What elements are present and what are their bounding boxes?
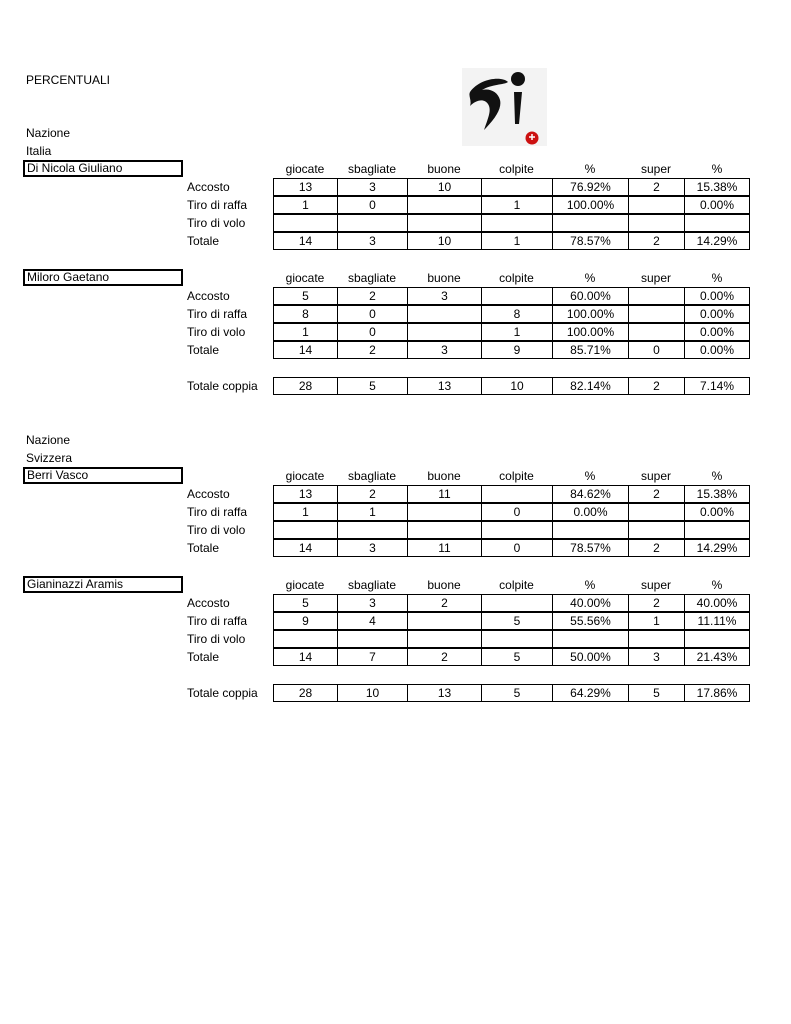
table-cell: 1 <box>481 232 553 250</box>
table-cell <box>552 214 629 232</box>
couple-total-cell: 28 <box>273 377 338 395</box>
row-label: Tiro di volo <box>187 523 246 537</box>
table-cell <box>481 214 553 232</box>
table-cell <box>684 630 750 648</box>
table-cell: 3 <box>337 539 408 557</box>
table-cell: 2 <box>337 341 408 359</box>
couple-total-label: Totale coppia <box>187 686 258 700</box>
table-cell: 3 <box>628 648 685 666</box>
couple-total-cell: 64.29% <box>552 684 629 702</box>
table-cell <box>407 196 482 214</box>
table-cell <box>481 485 553 503</box>
column-header: sbagliate <box>347 578 397 592</box>
table-cell: 1 <box>481 196 553 214</box>
column-header: colpite <box>499 271 534 285</box>
table-cell <box>407 612 482 630</box>
table-cell <box>273 630 338 648</box>
table-cell: 2 <box>337 485 408 503</box>
column-header: % <box>711 469 723 483</box>
table-cell: 15.38% <box>684 485 750 503</box>
couple-total-cell: 5 <box>337 377 408 395</box>
row-label: Totale <box>187 650 220 664</box>
table-cell: 2 <box>628 178 685 196</box>
column-header: super <box>640 469 672 483</box>
column-header: buone <box>427 162 461 176</box>
table-cell <box>552 521 629 539</box>
row-label: Tiro di raffa <box>187 614 248 628</box>
table-cell: 2 <box>628 594 685 612</box>
column-header: giocate <box>285 469 325 483</box>
table-cell: 100.00% <box>552 305 629 323</box>
table-cell <box>273 521 338 539</box>
table-cell: 84.62% <box>552 485 629 503</box>
table-cell: 1 <box>481 323 553 341</box>
table-cell: 8 <box>273 305 338 323</box>
column-header: giocate <box>285 578 325 592</box>
table-cell: 9 <box>273 612 338 630</box>
table-cell <box>628 305 685 323</box>
table-cell: 10 <box>407 232 482 250</box>
table-cell: 7 <box>337 648 408 666</box>
couple-total-cell: 10 <box>337 684 408 702</box>
table-cell <box>628 521 685 539</box>
table-cell: 3 <box>337 178 408 196</box>
column-header: % <box>584 469 596 483</box>
table-cell: 50.00% <box>552 648 629 666</box>
player-name: Di Nicola Giuliano <box>23 160 183 177</box>
couple-total-cell: 5 <box>481 684 553 702</box>
table-cell: 4 <box>337 612 408 630</box>
table-cell: 11 <box>407 485 482 503</box>
column-header: buone <box>427 578 461 592</box>
player-name: Berri Vasco <box>23 467 183 484</box>
table-cell: 5 <box>481 648 553 666</box>
table-cell: 55.56% <box>552 612 629 630</box>
table-cell: 0.00% <box>552 503 629 521</box>
couple-total-label: Totale coppia <box>187 379 258 393</box>
column-header: % <box>584 578 596 592</box>
table-cell: 3 <box>407 287 482 305</box>
table-cell <box>481 178 553 196</box>
table-cell: 10 <box>407 178 482 196</box>
table-cell: 5 <box>481 612 553 630</box>
table-cell: 21.43% <box>684 648 750 666</box>
table-cell: 11.11% <box>684 612 750 630</box>
table-cell: 60.00% <box>552 287 629 305</box>
column-header: % <box>711 578 723 592</box>
table-cell <box>337 521 408 539</box>
couple-total-cell: 2 <box>628 377 685 395</box>
column-header: buone <box>427 469 461 483</box>
table-cell <box>684 521 750 539</box>
table-cell: 1 <box>273 323 338 341</box>
table-cell: 1 <box>273 503 338 521</box>
couple-total-cell: 13 <box>407 684 482 702</box>
column-header: buone <box>427 271 461 285</box>
table-cell <box>628 214 685 232</box>
table-cell: 78.57% <box>552 232 629 250</box>
table-cell: 14.29% <box>684 539 750 557</box>
table-cell <box>407 305 482 323</box>
nation-label: Nazione <box>26 126 71 140</box>
row-label: Tiro di volo <box>187 325 246 339</box>
column-header: super <box>640 162 672 176</box>
table-cell: 3 <box>337 594 408 612</box>
table-cell: 100.00% <box>552 323 629 341</box>
table-cell: 1 <box>628 612 685 630</box>
table-cell <box>273 214 338 232</box>
table-cell: 1 <box>273 196 338 214</box>
column-header: % <box>584 271 596 285</box>
table-cell: 100.00% <box>552 196 629 214</box>
table-cell: 0 <box>481 503 553 521</box>
table-cell: 14 <box>273 232 338 250</box>
table-cell: 0.00% <box>684 341 750 359</box>
table-cell: 11 <box>407 539 482 557</box>
table-cell: 13 <box>273 178 338 196</box>
column-header: sbagliate <box>347 162 397 176</box>
couple-total-cell: 17.86% <box>684 684 750 702</box>
table-cell: 40.00% <box>684 594 750 612</box>
table-cell <box>407 214 482 232</box>
table-cell <box>407 503 482 521</box>
table-cell <box>481 630 553 648</box>
table-cell: 2 <box>407 594 482 612</box>
table-cell: 40.00% <box>552 594 629 612</box>
table-cell: 3 <box>407 341 482 359</box>
table-cell: 0 <box>481 539 553 557</box>
table-cell: 14.29% <box>684 232 750 250</box>
table-cell: 9 <box>481 341 553 359</box>
column-header: % <box>711 162 723 176</box>
table-cell: 8 <box>481 305 553 323</box>
table-cell: 14 <box>273 539 338 557</box>
column-header: super <box>640 271 672 285</box>
table-cell: 0 <box>337 305 408 323</box>
couple-total-cell: 7.14% <box>684 377 750 395</box>
column-header: colpite <box>499 578 534 592</box>
column-header: giocate <box>285 271 325 285</box>
table-cell: 0.00% <box>684 305 750 323</box>
column-header: colpite <box>499 469 534 483</box>
table-cell: 2 <box>337 287 408 305</box>
table-cell: 2 <box>628 485 685 503</box>
row-label: Tiro di volo <box>187 632 246 646</box>
bocce-player-logo-icon <box>462 68 547 146</box>
row-label: Totale <box>187 541 220 555</box>
couple-total-cell: 13 <box>407 377 482 395</box>
table-cell: 2 <box>628 232 685 250</box>
row-label: Accosto <box>187 180 230 194</box>
row-label: Totale <box>187 343 220 357</box>
couple-total-cell: 5 <box>628 684 685 702</box>
column-header: % <box>584 162 596 176</box>
row-label: Accosto <box>187 487 230 501</box>
column-header: giocate <box>285 162 325 176</box>
nation-name: Svizzera <box>26 451 73 465</box>
column-header: colpite <box>499 162 534 176</box>
table-cell: 85.71% <box>552 341 629 359</box>
page-title: PERCENTUALI <box>26 73 111 87</box>
row-label: Accosto <box>187 596 230 610</box>
table-cell: 0.00% <box>684 323 750 341</box>
table-cell <box>407 323 482 341</box>
table-cell <box>552 630 629 648</box>
player-name: Miloro Gaetano <box>23 269 183 286</box>
row-label: Totale <box>187 234 220 248</box>
column-header: sbagliate <box>347 271 397 285</box>
column-header: % <box>711 271 723 285</box>
table-cell: 0 <box>337 323 408 341</box>
table-cell <box>628 323 685 341</box>
nation-label: Nazione <box>26 433 71 447</box>
table-cell <box>684 214 750 232</box>
table-cell <box>407 630 482 648</box>
table-cell: 0 <box>337 196 408 214</box>
couple-total-cell: 10 <box>481 377 553 395</box>
table-cell <box>337 630 408 648</box>
table-cell: 0.00% <box>684 196 750 214</box>
table-cell: 2 <box>407 648 482 666</box>
table-cell: 76.92% <box>552 178 629 196</box>
column-header: sbagliate <box>347 469 397 483</box>
table-cell: 78.57% <box>552 539 629 557</box>
couple-total-cell: 82.14% <box>552 377 629 395</box>
column-header: super <box>640 578 672 592</box>
row-label: Tiro di raffa <box>187 198 248 212</box>
row-label: Tiro di raffa <box>187 307 248 321</box>
table-cell: 5 <box>273 594 338 612</box>
table-cell: 0.00% <box>684 287 750 305</box>
row-label: Accosto <box>187 289 230 303</box>
row-label: Tiro di volo <box>187 216 246 230</box>
table-cell: 2 <box>628 539 685 557</box>
table-cell <box>628 287 685 305</box>
nation-name: Italia <box>26 144 52 158</box>
table-cell <box>628 196 685 214</box>
table-cell: 15.38% <box>684 178 750 196</box>
player-name: Gianinazzi Aramis <box>23 576 183 593</box>
table-cell <box>481 594 553 612</box>
table-cell <box>337 214 408 232</box>
table-cell: 0 <box>628 341 685 359</box>
table-cell <box>481 287 553 305</box>
table-cell: 13 <box>273 485 338 503</box>
table-cell: 14 <box>273 648 338 666</box>
table-cell <box>481 521 553 539</box>
table-cell: 0.00% <box>684 503 750 521</box>
row-label: Tiro di raffa <box>187 505 248 519</box>
table-cell: 14 <box>273 341 338 359</box>
table-cell <box>407 521 482 539</box>
table-cell: 1 <box>337 503 408 521</box>
couple-total-cell: 28 <box>273 684 338 702</box>
table-cell: 3 <box>337 232 408 250</box>
table-cell <box>628 503 685 521</box>
table-cell <box>628 630 685 648</box>
table-cell: 5 <box>273 287 338 305</box>
